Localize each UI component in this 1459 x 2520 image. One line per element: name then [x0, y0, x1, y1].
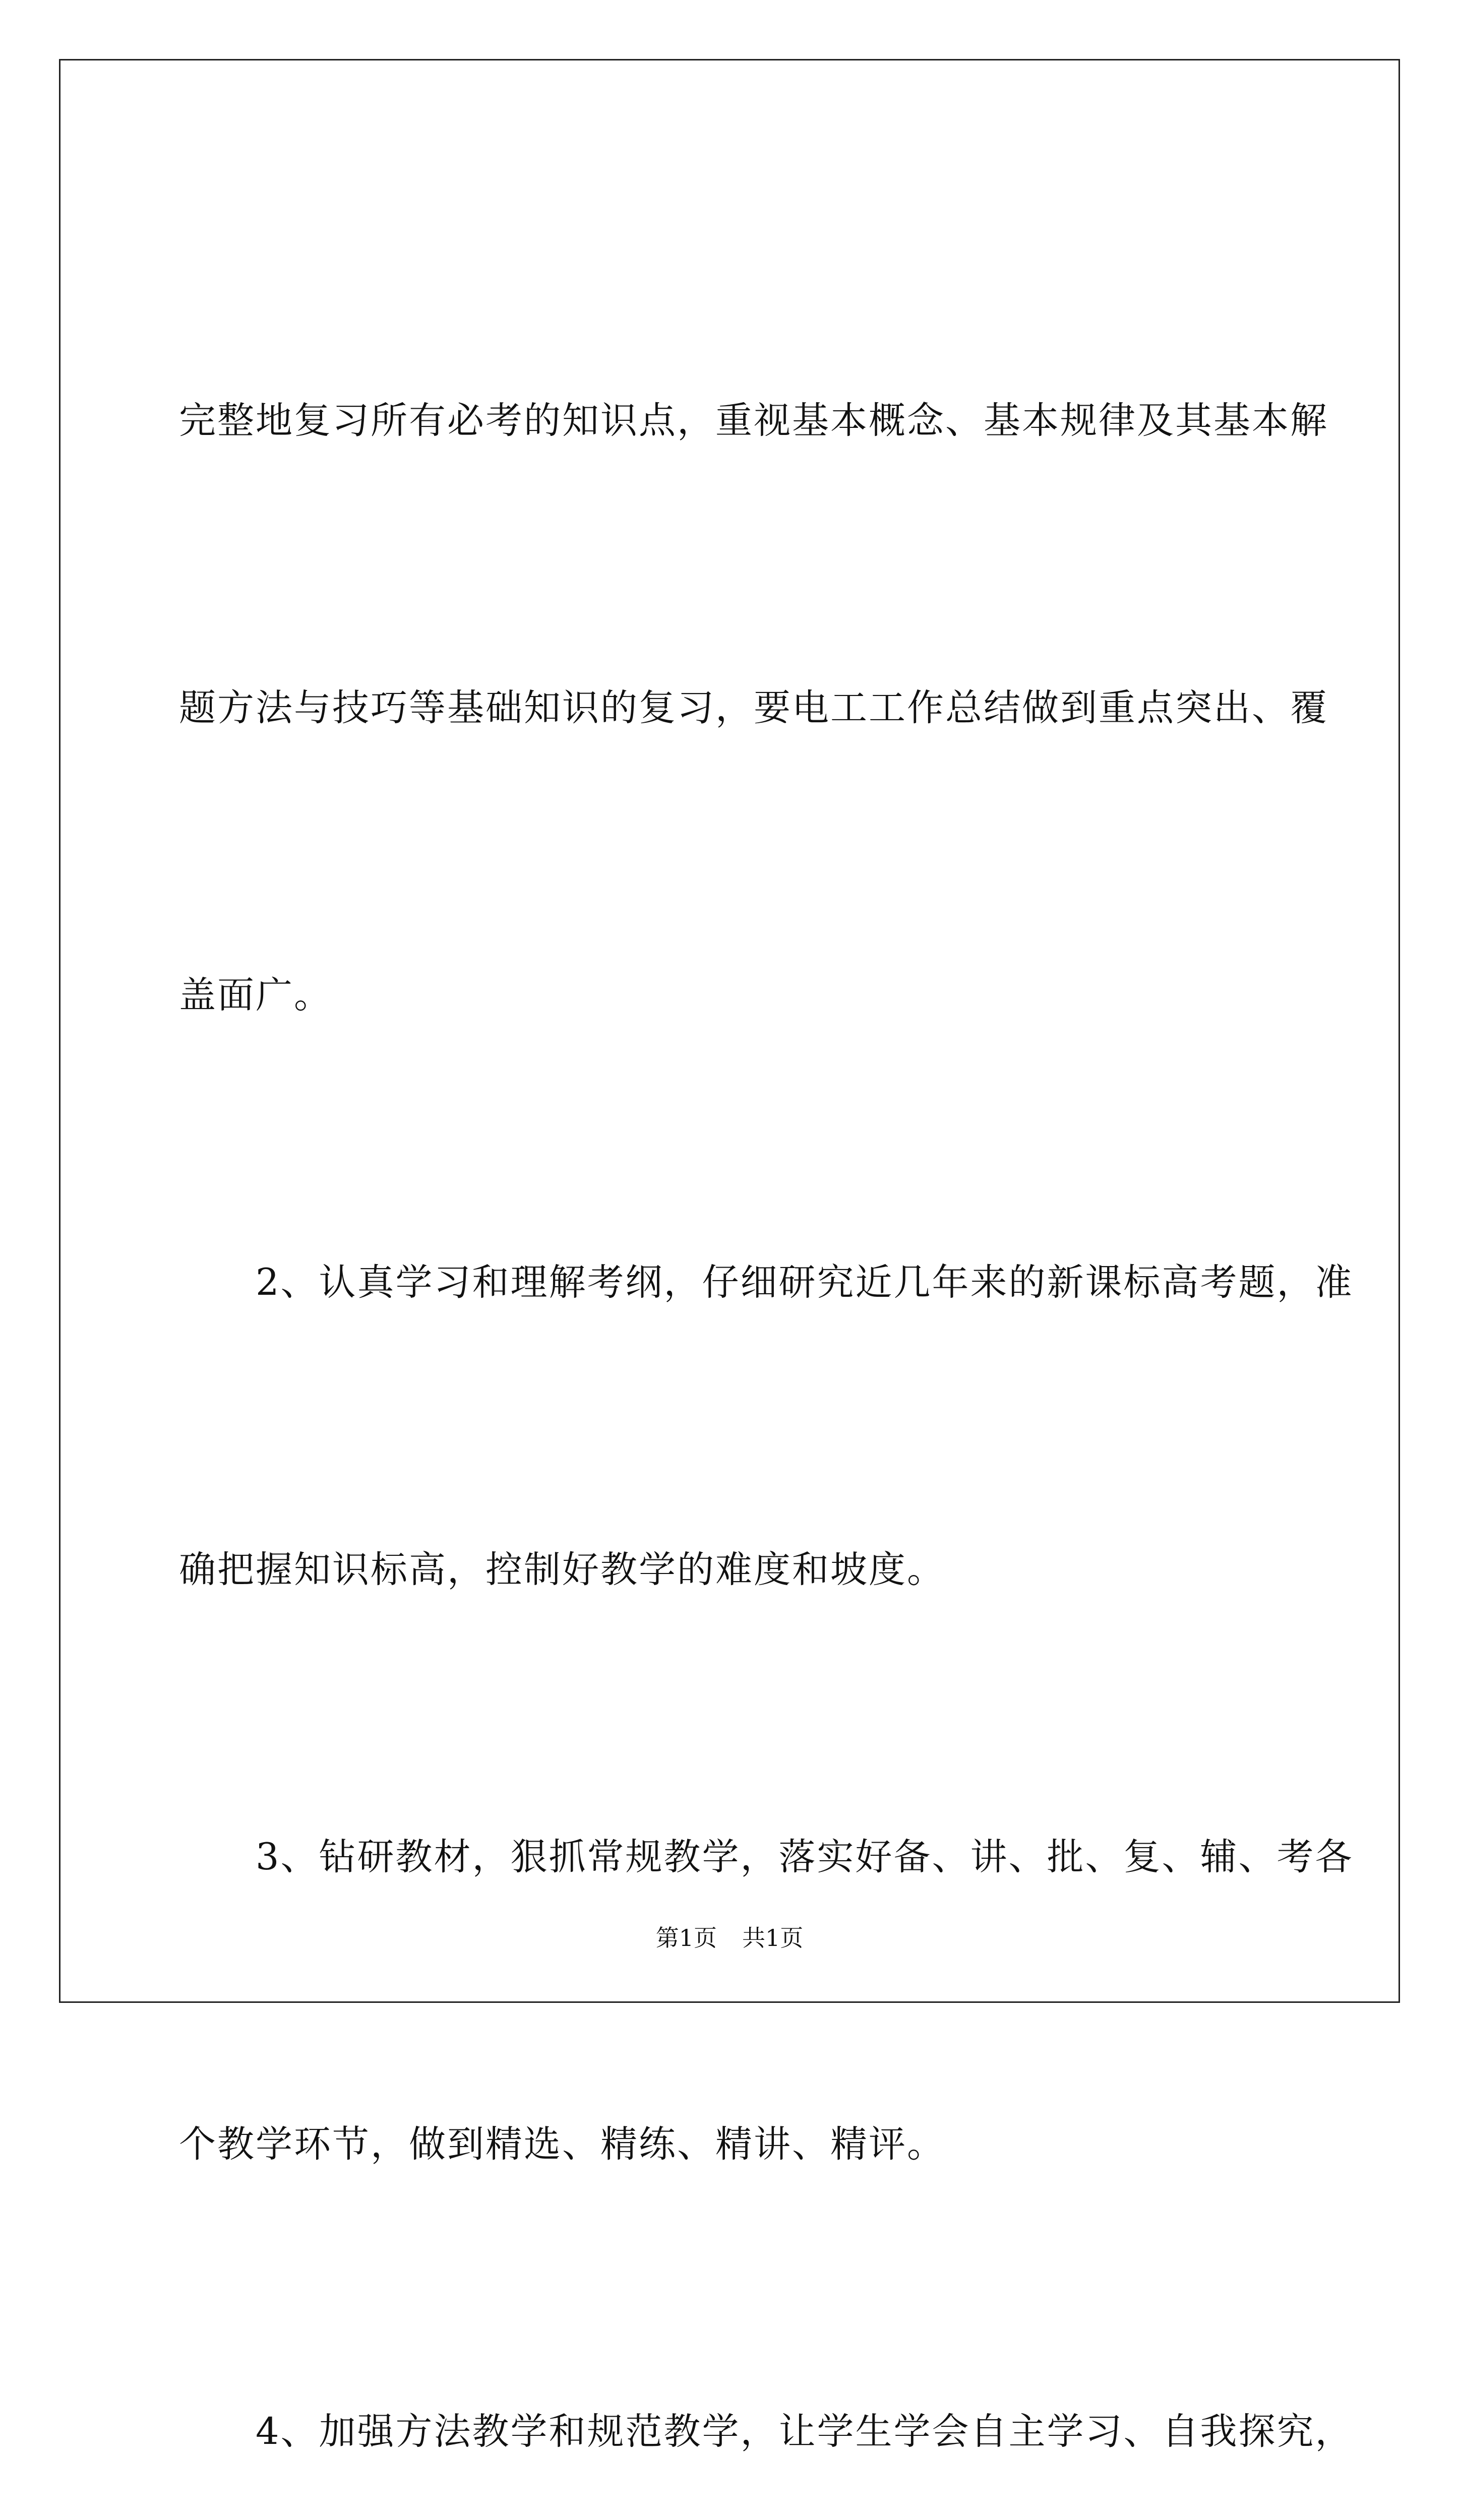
text-line-8: 4、加强方法教学和规范教学，让学生学会自主学习、自我探究， [179, 2410, 1354, 2453]
text-line-6: 3、钻研教材，狠抓常规教学，落实好备、讲、批、复、辅、考各 [179, 1836, 1354, 1878]
text-line-2: 题方法与技巧等基础知识的复习，要电工工作总结做到重点突出、覆 [179, 686, 1328, 729]
total-pages: 共1页 [742, 1924, 804, 1951]
page-footer [0, 1923, 1459, 1953]
text-line-1: 完整地复习所有必考的知识点，重视基本概念、基本规律及其基本解 [179, 399, 1328, 442]
page-number: 第1页 [655, 1924, 717, 1951]
document-body [179, 181, 1354, 2520]
text-line-7: 个教学环节，做到精选、精练、精讲、精评。 [179, 2123, 945, 2166]
text-line-3: 盖面广。 [179, 974, 332, 1017]
text-line-4: 2、认真学习和理解考纲，仔细研究近几年来的新课标高考题，准 [179, 1261, 1354, 1304]
text-line-5: 确把握知识标高，控制好教学的难度和坡度。 [179, 1548, 945, 1591]
